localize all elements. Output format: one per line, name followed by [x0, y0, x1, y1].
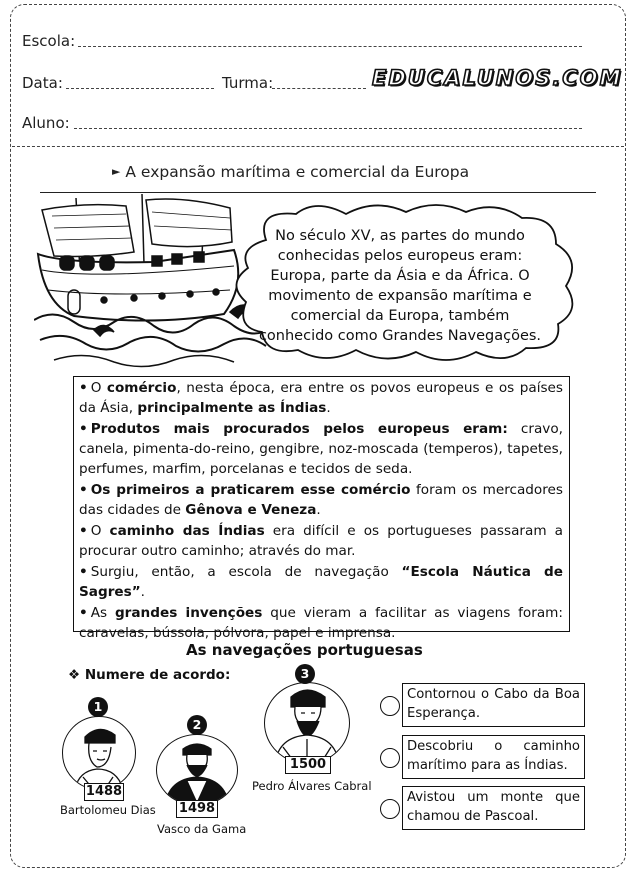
name-bartolomeu-dias: Bartolomeu Dias [60, 803, 156, 817]
turma-field[interactable] [272, 88, 366, 89]
answer-box-caminho: Descobriu o caminho marítimo para as Índias. [402, 735, 585, 779]
answer-circle-2[interactable] [380, 748, 400, 768]
year-1500: 1500 [285, 756, 331, 774]
escola-label: Escola: [22, 32, 76, 50]
portrait-pedro-alvares-cabral [264, 682, 350, 764]
pedro-alvares-cabral-face-icon [265, 683, 349, 763]
answer-box-cabo: Contornou o Cabo da Boa Esperança. [402, 683, 585, 727]
info-box [73, 376, 570, 641]
bullet-caminho: • O caminho das Índias era difícil e os portugueses passaram a procurar outro caminho; através do mar. [79, 522, 563, 560]
arrow-icon: ► [112, 165, 121, 178]
number-badge-3: 3 [295, 664, 315, 684]
answer-circle-1[interactable] [380, 696, 400, 716]
escola-field[interactable] [78, 46, 582, 47]
bullet-comercio: • O comércio, nesta época, era entre os povos europeus e os países da Ásia, principalmente as Índias. [79, 380, 563, 417]
bullet-primeiros: • Os primeiros a praticarem esse comércio foram os mercadores das cidades de Gênova e Veneza. [79, 482, 563, 519]
vasco-da-gama-face-icon [157, 735, 237, 805]
header-separator [12, 146, 624, 147]
year-1498: 1498 [176, 800, 218, 818]
turma-label: Turma: [222, 74, 274, 92]
navegacoes-title: As navegações portuguesas [186, 641, 423, 659]
aluno-label: Aluno: [22, 114, 70, 132]
data-label: Data: [22, 74, 63, 92]
bullet-sagres: • Surgiu, então, a escola de navegação “Escola Náutica de Sagres”. [79, 563, 563, 601]
educalunos-logo: EDUCALUNOS.COM [372, 66, 623, 90]
aluno-field[interactable] [74, 128, 582, 129]
name-vasco-da-gama: Vasco da Gama [157, 822, 247, 836]
answer-circle-3[interactable] [380, 799, 400, 819]
bullet-produtos: • Produtos mais procurados pelos europeus eram: cravo, canela, pimenta-do-reino, gengibre, noz-moscada (temperos), tapetes, perfumes, marfim, porcelanas e tecidos de seda. [79, 420, 563, 478]
bullet-invencoes: • As grandes invenções que vieram a facilitar as viagens foram: caravelas, bússola, pólvora, papel e imprensa. [79, 604, 563, 641]
answer-box-pascoal: Avistou um monte que chamou de Pascoal. [402, 786, 585, 830]
bartolomeu-dias-face-icon [63, 717, 135, 789]
portrait-vasco-da-gama [156, 734, 238, 806]
instruction: ❖ Numere de acordo: [68, 667, 231, 683]
section-title: ► A expansão marítima e comercial da Europa [112, 163, 470, 181]
data-field[interactable] [66, 88, 214, 89]
diamond-icon: ❖ [68, 667, 81, 683]
name-pedro-alvares-cabral: Pedro Álvares Cabral [252, 779, 372, 793]
title-rule [40, 192, 596, 193]
number-badge-2: 2 [187, 715, 207, 735]
portrait-bartolomeu-dias [62, 716, 136, 790]
intro-text: No século XV, as partes do mundo conhecidas pelos europeus eram: Europa, parte da Ásia e da África. O movimento de expansão marítima e comercial da Europa, também conhecido como Grandes Navegações. [258, 228, 542, 344]
year-1488: 1488 [85, 784, 123, 799]
number-badge-1: 1 [88, 697, 108, 717]
